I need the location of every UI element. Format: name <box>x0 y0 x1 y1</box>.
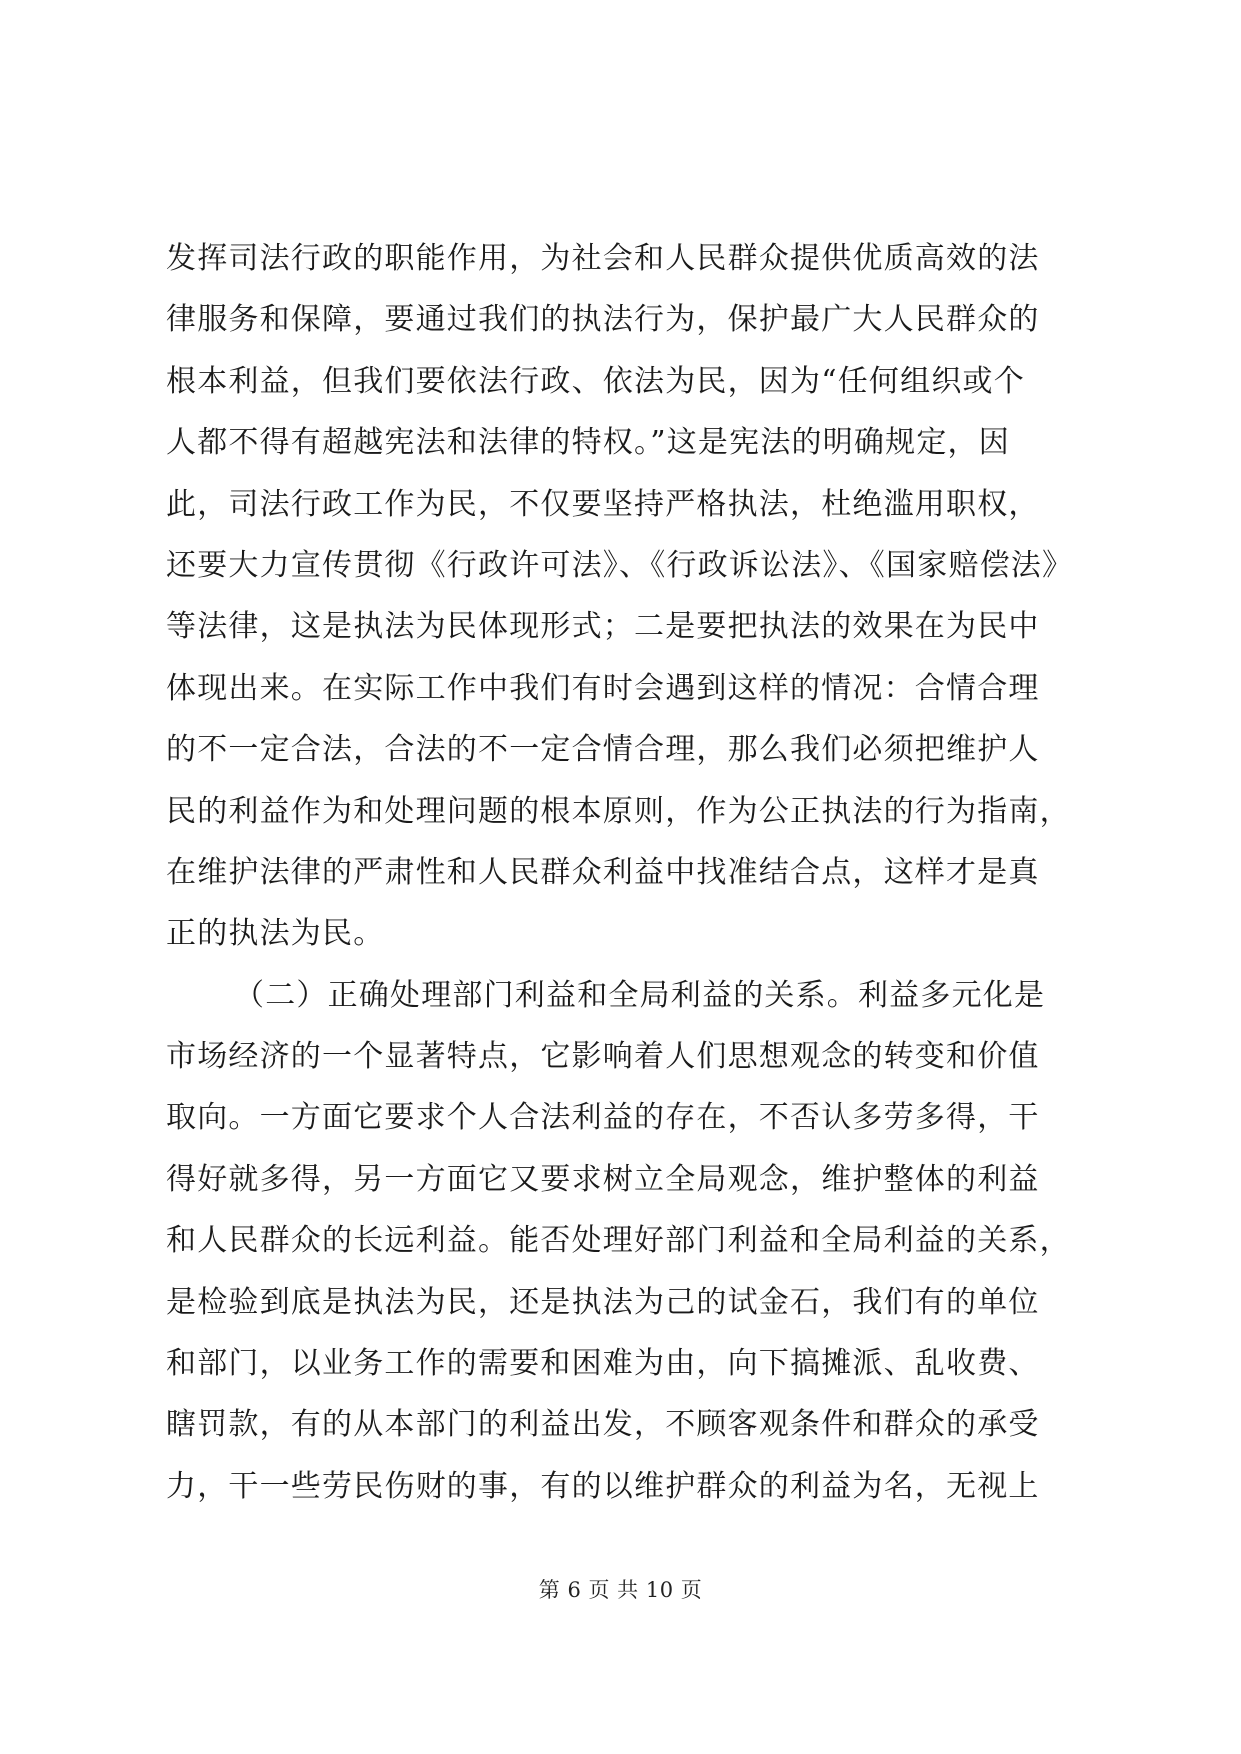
text-line: 等法律，这是执法为民体现形式；二是要把执法的效果在为民中 <box>166 609 1040 645</box>
text-line: 力，干一些劳民伤财的事，有的以维护群众的利益为名，无视上 <box>166 1468 1040 1504</box>
text-line: 市场经济的一个显著特点，它影响着人们思想观念的转变和价值 <box>166 1039 1040 1075</box>
text-line: 民的利益作为和处理问题的根本原则，作为公正执法的行为指南， <box>166 793 1071 829</box>
text-line: 发挥司法行政的职能作用，为社会和人民群众提供优质高效的法 <box>166 241 1040 276</box>
text-line: 和部门，以业务工作的需要和困难为由，向下搞摊派、乱收费、 <box>166 1346 1040 1382</box>
text-line: 还要大力宣传贯彻《行政许可法》、《行政诉讼法》、《国家赔偿法》 <box>166 547 1074 583</box>
text-line: 得好就多得，另一方面它又要求树立全局观念，维护整体的利益 <box>166 1161 1040 1197</box>
text-line: 是检验到底是执法为民，还是执法为己的试金石，我们有的单位 <box>166 1284 1040 1320</box>
text-line: 在维护法律的严肃性和人民群众利益中找准结合点，这样才是真 <box>166 854 1040 890</box>
text-line: 根本利益，但我们要依法行政、依法为民，因为“任何组织或个 <box>166 363 1025 399</box>
text-line: 取向。一方面它要求个人合法利益的存在，不否认多劳多得，干 <box>166 1100 1040 1136</box>
text-line: 的不一定合法，合法的不一定合情合理，那么我们必须把维护人 <box>166 732 1040 768</box>
text-line: 律服务和保障，要通过我们的执法行为，保护最广大人民群众的 <box>166 302 1040 338</box>
text-line: 瞎罚款，有的从本部门的利益出发，不顾客观条件和群众的承受 <box>166 1407 1040 1443</box>
paragraph-start-line: （二）正确处理部门利益和全局利益的关系。利益多元化是 <box>234 977 1046 1013</box>
text-line: 体现出来。在实际工作中我们有时会遇到这样的情况：合情合理 <box>166 670 1040 706</box>
page-number-footer: 第 6 页 共 10 页 <box>538 1578 703 1602</box>
text-line: 此，司法行政工作为民，不仅要坚持严格执法，杜绝滥用职权， <box>166 486 1040 522</box>
text-line: 人都不得有超越宪法和法律的特权。”这是宪法的明确规定，因 <box>166 425 1010 461</box>
body-text <box>166 228 1086 1517</box>
text-line: 正的执法为民。 <box>166 916 385 952</box>
text-line: 和人民群众的长远利益。能否处理好部门利益和全局利益的关系， <box>166 1223 1071 1259</box>
